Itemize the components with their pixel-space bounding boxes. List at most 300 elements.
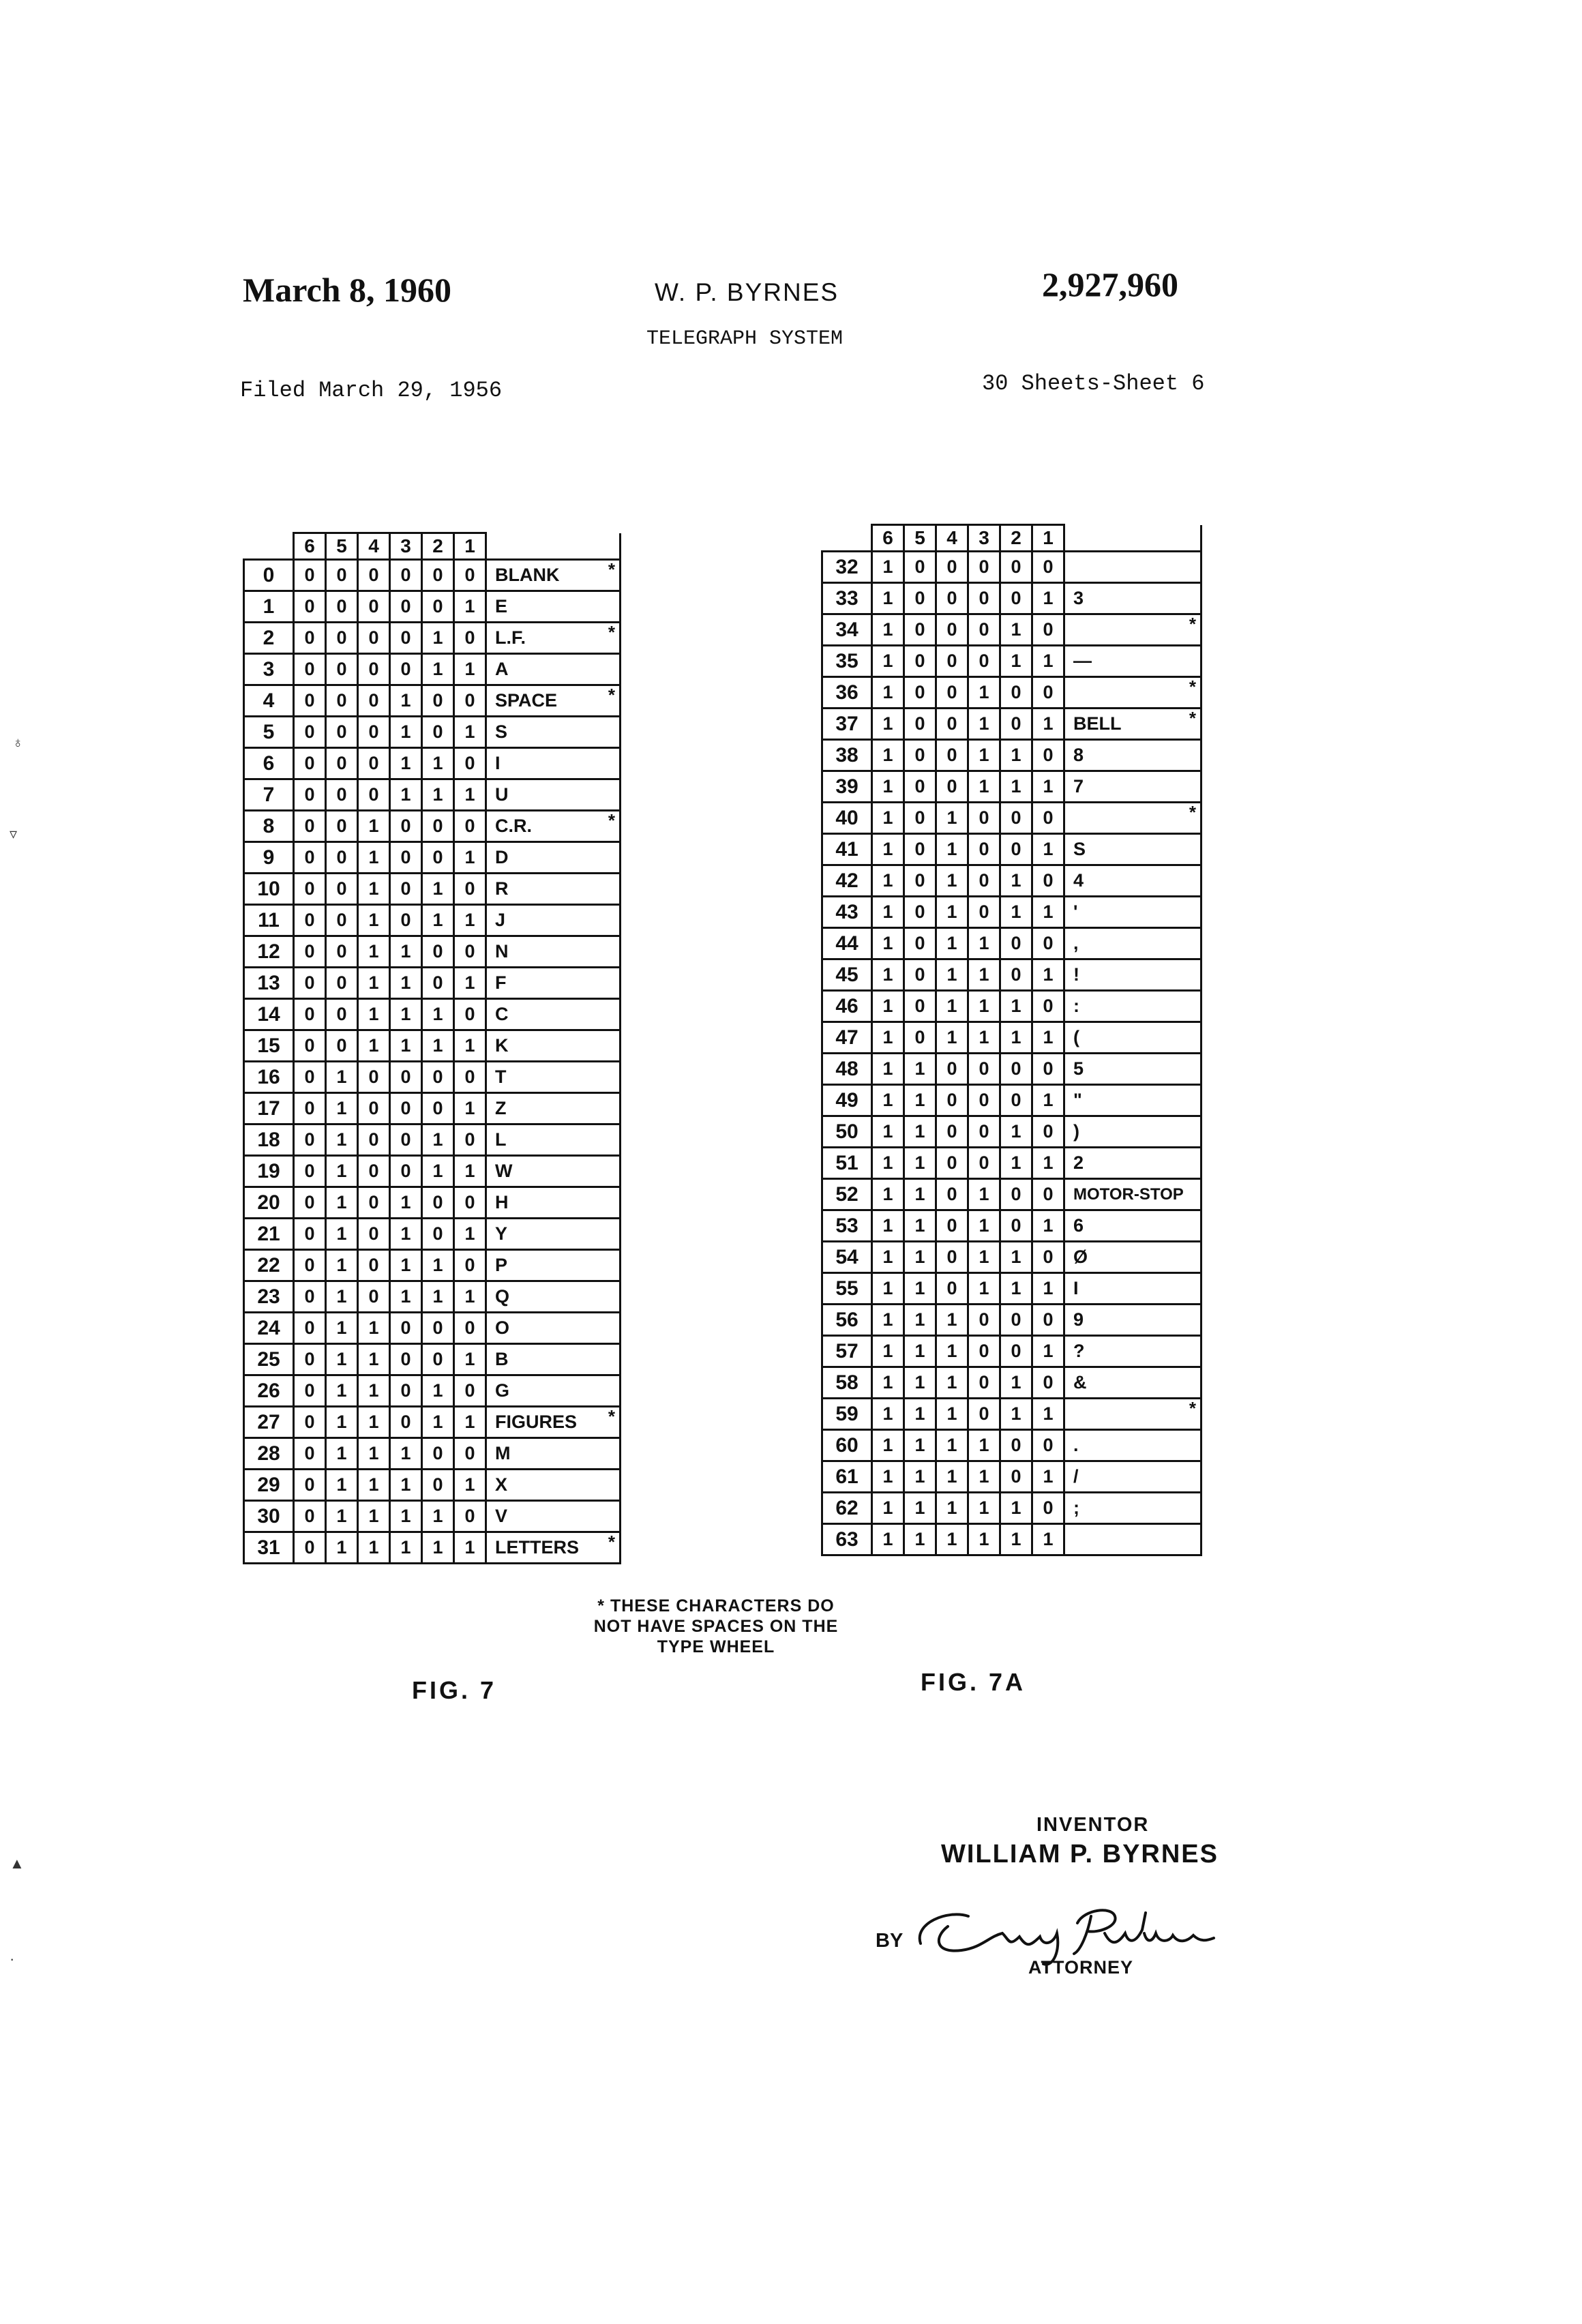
bit-cell: 0 [1032, 677, 1064, 709]
bit-cell: 1 [358, 968, 390, 999]
bit-cell: 1 [454, 905, 486, 936]
bit-cell: 1 [968, 1524, 1000, 1555]
bit-cell: 1 [872, 803, 904, 834]
bit-cell: 0 [326, 748, 358, 779]
bit-cell: 0 [936, 614, 968, 646]
bit-cell: 0 [294, 1375, 326, 1407]
character-cell [1064, 1273, 1202, 1305]
character-label: ' [1073, 902, 1078, 922]
bit-cell: 1 [872, 1054, 904, 1085]
bit-cell: 1 [936, 897, 968, 928]
character-cell [486, 1187, 621, 1219]
footnote-line: NOT HAVE SPACES ON THE [593, 1617, 839, 1636]
bit-cell: 1 [326, 1093, 358, 1124]
bit-cell: 1 [872, 583, 904, 614]
code-number: 24 [244, 1313, 294, 1344]
character-cell [1064, 834, 1202, 865]
code-number: 7 [244, 779, 294, 811]
bit-cell: 1 [904, 1273, 936, 1305]
bit-cell: 0 [390, 874, 422, 905]
code-number: 10 [244, 874, 294, 905]
bit-cell: 1 [390, 779, 422, 811]
character-label: Ø [1073, 1247, 1088, 1267]
character-cell [486, 591, 621, 623]
code-number: 3 [244, 654, 294, 685]
character-cell [1064, 1210, 1202, 1242]
bit-cell: 1 [872, 709, 904, 740]
no-space-asterisk: * [1189, 802, 1196, 822]
bit-cell: 0 [294, 1124, 326, 1156]
bit-header: 5 [326, 533, 358, 560]
bit-cell: 1 [936, 1461, 968, 1493]
character-cell [486, 717, 621, 748]
character-cell [486, 1030, 621, 1062]
code-number: 42 [822, 865, 872, 897]
code-number: 20 [244, 1187, 294, 1219]
table-row [822, 1336, 1202, 1367]
bit-cell: 0 [904, 583, 936, 614]
no-space-asterisk: * [1189, 614, 1196, 634]
bit-cell: 0 [454, 1124, 486, 1156]
character-label: W [495, 1161, 513, 1181]
bit-cell: 1 [1032, 771, 1064, 803]
code-number: 49 [822, 1085, 872, 1116]
footnote-line: TYPE WHEEL [657, 1637, 775, 1656]
bit-cell: 0 [294, 968, 326, 999]
bit-cell: 0 [1000, 709, 1032, 740]
bit-cell: 0 [422, 1062, 454, 1093]
character-cell [486, 1093, 621, 1124]
bit-cell: 0 [1032, 1116, 1064, 1148]
bit-cell: 1 [1032, 1022, 1064, 1054]
bit-cell: 1 [326, 1219, 358, 1250]
character-cell [1064, 1179, 1202, 1210]
inventor-label: INVENTOR [1036, 1814, 1150, 1836]
character-label: 6 [1073, 1215, 1084, 1236]
bit-cell: 1 [1032, 1085, 1064, 1116]
bit-cell: 0 [294, 1093, 326, 1124]
character-label: SPACE [495, 690, 558, 711]
bit-cell: 0 [968, 1085, 1000, 1116]
bit-cell: 1 [872, 1148, 904, 1179]
bit-cell: 0 [454, 1313, 486, 1344]
character-label: V [495, 1506, 508, 1526]
bit-cell: 1 [872, 771, 904, 803]
bit-cell: 0 [422, 936, 454, 968]
character-label: I [1073, 1278, 1079, 1298]
bit-cell: 0 [294, 936, 326, 968]
bit-cell: 1 [390, 1187, 422, 1219]
bit-cell: 1 [326, 1470, 358, 1501]
character-cell [486, 905, 621, 936]
bit-cell: 0 [968, 834, 1000, 865]
character-cell [486, 1124, 621, 1156]
character-cell [486, 748, 621, 779]
character-cell [486, 1470, 621, 1501]
bit-cell: 1 [904, 1461, 936, 1493]
character-cell [1064, 803, 1202, 834]
bit-cell: 1 [968, 1461, 1000, 1493]
table-row [244, 1030, 621, 1062]
bit-cell: 0 [936, 1116, 968, 1148]
bit-cell: 0 [1032, 991, 1064, 1022]
bit-cell: 1 [390, 968, 422, 999]
character-cell [1064, 1148, 1202, 1179]
bit-cell: 0 [358, 717, 390, 748]
bit-cell: 1 [936, 1399, 968, 1430]
bit-cell: 1 [390, 936, 422, 968]
table-row [244, 1501, 621, 1532]
bit-cell: 1 [454, 1344, 486, 1375]
character-label: ; [1073, 1498, 1079, 1518]
code-number: 50 [822, 1116, 872, 1148]
bit-cell: 0 [1000, 1336, 1032, 1367]
code-number: 25 [244, 1344, 294, 1375]
table-row [244, 1470, 621, 1501]
character-label: Y [495, 1223, 508, 1244]
table-row [244, 905, 621, 936]
character-label: ? [1073, 1341, 1085, 1361]
bit-cell: 1 [1032, 1524, 1064, 1555]
bit-cell: 0 [294, 1187, 326, 1219]
table-row [822, 1430, 1202, 1461]
bit-cell: 1 [358, 1030, 390, 1062]
bit-cell: 1 [390, 717, 422, 748]
patent-date: March 8, 1960 [243, 271, 451, 309]
character-cell [1064, 614, 1202, 646]
bit-cell: 0 [422, 1438, 454, 1470]
table-row [822, 1242, 1202, 1273]
bit-cell: 1 [1032, 646, 1064, 677]
table-row [244, 1187, 621, 1219]
character-cell [1064, 740, 1202, 771]
character-label: S [495, 721, 508, 742]
bit-cell: 0 [326, 842, 358, 874]
code-number: 26 [244, 1375, 294, 1407]
bit-cell: 0 [294, 1219, 326, 1250]
code-number: 31 [244, 1532, 294, 1564]
bit-cell: 0 [294, 874, 326, 905]
bit-cell: 0 [1032, 1305, 1064, 1336]
bit-cell: 0 [1000, 959, 1032, 991]
margin-mark: ♁ [12, 734, 24, 751]
character-label: 2 [1073, 1152, 1084, 1173]
character-label: C.R. [495, 816, 532, 836]
bit-cell: 0 [1000, 928, 1032, 959]
bit-cell: 1 [904, 1148, 936, 1179]
bit-cell: 1 [968, 771, 1000, 803]
bit-cell: 1 [904, 1242, 936, 1273]
code-number: 21 [244, 1219, 294, 1250]
bit-header: 6 [872, 525, 904, 552]
character-cell [1064, 1336, 1202, 1367]
character-cell [486, 1062, 621, 1093]
table-row [244, 1124, 621, 1156]
table-row [822, 771, 1202, 803]
table-row [822, 646, 1202, 677]
bit-cell: 1 [904, 1116, 936, 1148]
code-number: 6 [244, 748, 294, 779]
code-number: 45 [822, 959, 872, 991]
table-row [822, 897, 1202, 928]
bit-cell: 1 [422, 1030, 454, 1062]
character-cell [1064, 646, 1202, 677]
bit-cell: 0 [326, 623, 358, 654]
bit-cell: 1 [1000, 1148, 1032, 1179]
inventor-name: WILLIAM P. BYRNES [941, 1840, 1219, 1868]
bit-header: 2 [1000, 525, 1032, 552]
table-row [822, 1524, 1202, 1555]
character-label: ! [1073, 964, 1079, 985]
bit-cell: 0 [294, 748, 326, 779]
bit-cell: 0 [1000, 1085, 1032, 1116]
bit-cell: 1 [936, 991, 968, 1022]
character-cell [1064, 552, 1202, 583]
bit-cell: 1 [390, 1501, 422, 1532]
character-label: U [495, 784, 509, 805]
bit-cell: 1 [1032, 1461, 1064, 1493]
bit-cell: 1 [358, 1344, 390, 1375]
character-cell [1064, 959, 1202, 991]
bit-cell: 1 [454, 779, 486, 811]
bit-cell: 1 [1032, 583, 1064, 614]
character-cell [1064, 1461, 1202, 1493]
bit-cell: 0 [1032, 614, 1064, 646]
bit-cell: 1 [326, 1501, 358, 1532]
bit-cell: 0 [326, 1030, 358, 1062]
character-label: C [495, 1004, 509, 1024]
code-number: 44 [822, 928, 872, 959]
bit-cell: 1 [422, 1124, 454, 1156]
character-cell [1064, 1399, 1202, 1430]
character-label: F [495, 972, 507, 993]
table-row [244, 623, 621, 654]
code-number: 18 [244, 1124, 294, 1156]
character-label: 3 [1073, 588, 1084, 608]
bit-cell: 0 [358, 1156, 390, 1187]
bit-cell: 0 [390, 1313, 422, 1344]
bit-cell: 0 [294, 999, 326, 1030]
no-space-asterisk: * [1189, 676, 1196, 697]
character-cell [486, 1375, 621, 1407]
bit-cell: 0 [936, 1273, 968, 1305]
bit-cell: 0 [1032, 928, 1064, 959]
bit-cell: 0 [390, 654, 422, 685]
table-row [244, 1407, 621, 1438]
bit-cell: 1 [936, 1524, 968, 1555]
bit-cell: 1 [1000, 1399, 1032, 1430]
bit-cell: 0 [422, 842, 454, 874]
bit-cell: 1 [390, 1219, 422, 1250]
code-number: 60 [822, 1430, 872, 1461]
character-cell [1064, 1022, 1202, 1054]
bit-cell: 0 [422, 1344, 454, 1375]
code-number: 33 [822, 583, 872, 614]
character-label: & [1073, 1372, 1087, 1392]
bit-cell: 0 [422, 685, 454, 717]
bit-cell: 1 [1000, 991, 1032, 1022]
bit-cell: 0 [904, 677, 936, 709]
table-row [244, 1375, 621, 1407]
table-row [244, 560, 621, 591]
bit-cell: 1 [872, 928, 904, 959]
bit-cell: 1 [1032, 709, 1064, 740]
table-row [244, 1438, 621, 1470]
bit-cell: 1 [1000, 1493, 1032, 1524]
code-number: 54 [822, 1242, 872, 1273]
character-label: E [495, 596, 508, 616]
bit-cell: 0 [326, 936, 358, 968]
bit-cell: 0 [358, 1250, 390, 1281]
table-row [822, 1461, 1202, 1493]
bit-cell: 0 [968, 1054, 1000, 1085]
bit-cell: 0 [326, 717, 358, 748]
bit-cell: 0 [422, 1219, 454, 1250]
bit-cell: 1 [872, 1116, 904, 1148]
bit-cell: 1 [968, 1022, 1000, 1054]
margin-mark: ▲ [10, 1855, 25, 1872]
bit-cell: 1 [422, 654, 454, 685]
bit-cell: 0 [454, 999, 486, 1030]
bit-cell: 1 [326, 1281, 358, 1313]
bit-cell: 1 [872, 1367, 904, 1399]
bit-cell: 1 [390, 1470, 422, 1501]
bit-cell: 1 [1032, 1148, 1064, 1179]
character-cell [1064, 1054, 1202, 1085]
bit-cell: 1 [454, 654, 486, 685]
character-cell [1064, 991, 1202, 1022]
bit-cell: 1 [1000, 865, 1032, 897]
bit-cell: 0 [422, 1093, 454, 1124]
bit-cell: 0 [1000, 803, 1032, 834]
bit-cell: 1 [1032, 897, 1064, 928]
table-row [244, 1313, 621, 1344]
character-cell [1064, 897, 1202, 928]
bit-cell: 1 [422, 1532, 454, 1564]
bit-cell: 1 [326, 1156, 358, 1187]
bit-cell: 1 [872, 552, 904, 583]
bit-cell: 0 [294, 1438, 326, 1470]
table-row [822, 709, 1202, 740]
bit-cell: 1 [872, 1179, 904, 1210]
bit-cell: 0 [390, 623, 422, 654]
bit-cell: 1 [1000, 614, 1032, 646]
bit-header: 3 [390, 533, 422, 560]
bit-cell: 1 [454, 1407, 486, 1438]
bit-cell: 0 [936, 771, 968, 803]
bit-cell: 0 [294, 654, 326, 685]
bit-cell: 1 [1000, 740, 1032, 771]
bit-cell: 0 [904, 552, 936, 583]
bit-cell: 1 [1032, 1399, 1064, 1430]
character-label: P [495, 1255, 508, 1275]
character-label: 7 [1073, 776, 1084, 796]
code-number: 1 [244, 591, 294, 623]
bit-cell: 0 [390, 905, 422, 936]
bit-cell: 1 [358, 936, 390, 968]
bit-cell: 0 [968, 897, 1000, 928]
character-label: 8 [1073, 745, 1084, 765]
bit-cell: 1 [872, 1242, 904, 1273]
bit-cell: 1 [390, 1250, 422, 1281]
bit-cell: 1 [968, 709, 1000, 740]
table-row [244, 999, 621, 1030]
code-number: 39 [822, 771, 872, 803]
code-number: 61 [822, 1461, 872, 1493]
code-number: 36 [822, 677, 872, 709]
character-cell [1064, 928, 1202, 959]
no-space-asterisk: * [608, 810, 615, 831]
bit-cell: 0 [936, 1054, 968, 1085]
fig7-code-table [243, 532, 621, 1564]
character-cell [486, 560, 621, 591]
bit-cell: 1 [872, 1430, 904, 1461]
bit-cell: 0 [294, 779, 326, 811]
bit-cell: 1 [454, 717, 486, 748]
table-row [244, 1093, 621, 1124]
bit-cell: 0 [1000, 1305, 1032, 1336]
code-number: 48 [822, 1054, 872, 1085]
character-cell [1064, 1242, 1202, 1273]
table-row [822, 1116, 1202, 1148]
code-number: 63 [822, 1524, 872, 1555]
bit-cell: 0 [454, 1187, 486, 1219]
bit-cell: 0 [1032, 1242, 1064, 1273]
bit-cell: 1 [904, 1336, 936, 1367]
bit-header: 4 [936, 525, 968, 552]
bit-cell: 0 [294, 1532, 326, 1564]
character-label: D [495, 847, 509, 867]
bit-cell: 0 [1032, 865, 1064, 897]
bit-cell: 1 [358, 1532, 390, 1564]
bit-cell: 0 [422, 1187, 454, 1219]
character-cell [486, 779, 621, 811]
bit-cell: 0 [390, 1124, 422, 1156]
bit-cell: 1 [422, 779, 454, 811]
bit-cell: 0 [968, 865, 1000, 897]
bit-cell: 1 [968, 1273, 1000, 1305]
bit-cell: 0 [454, 685, 486, 717]
bit-cell: 1 [968, 959, 1000, 991]
bit-cell: 1 [936, 1305, 968, 1336]
table-row [244, 936, 621, 968]
bit-cell: 0 [1000, 1430, 1032, 1461]
bit-cell: 1 [1000, 897, 1032, 928]
code-number: 12 [244, 936, 294, 968]
bit-cell: 0 [454, 560, 486, 591]
bit-cell: 0 [936, 552, 968, 583]
bit-cell: 0 [390, 560, 422, 591]
table-row [244, 1281, 621, 1313]
bit-cell: 0 [294, 623, 326, 654]
table-row [822, 1367, 1202, 1399]
character-label: Z [495, 1098, 507, 1118]
bit-cell: 0 [1032, 1430, 1064, 1461]
bit-cell: 0 [390, 1156, 422, 1187]
character-label: R [495, 878, 509, 899]
bit-cell: 1 [904, 1493, 936, 1524]
no-space-asterisk: * [608, 1406, 615, 1427]
bit-cell: 1 [454, 1281, 486, 1313]
character-cell [486, 654, 621, 685]
bit-cell: 0 [454, 874, 486, 905]
character-label: 4 [1073, 870, 1084, 891]
no-space-asterisk: * [608, 622, 615, 642]
bit-cell: 1 [390, 1438, 422, 1470]
bit-cell: 0 [454, 1438, 486, 1470]
bit-cell: 0 [936, 1085, 968, 1116]
bit-cell: 0 [294, 905, 326, 936]
